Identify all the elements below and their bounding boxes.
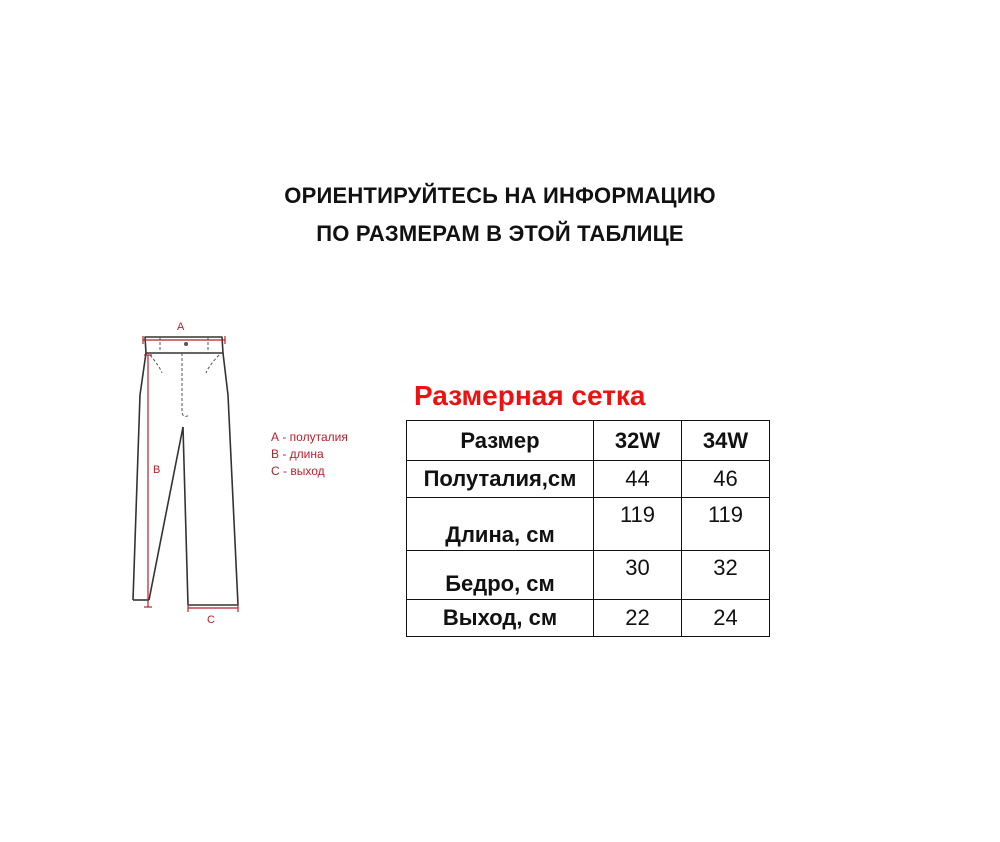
- cell-value: 32: [682, 551, 770, 600]
- size-chart-table: [406, 420, 770, 637]
- page-heading-line-2: ПО РАЗМЕРАМ В ЭТОЙ ТАБЛИЦЕ: [316, 221, 684, 246]
- legend-item-b: В - длина: [271, 447, 324, 461]
- cell-value: 30: [594, 551, 682, 600]
- table-row: [407, 461, 770, 498]
- header-size: Размер: [407, 421, 594, 461]
- cell-value: 22: [594, 600, 682, 637]
- header-34w: 34W: [682, 421, 770, 461]
- size-chart-title: Размерная сетка: [414, 380, 646, 411]
- measure-a-label: A: [177, 321, 185, 333]
- cell-value: 46: [682, 461, 770, 498]
- legend-item-c: С - выход: [271, 464, 325, 478]
- table-row: [407, 551, 770, 600]
- row-label-leg-opening: Выход, см: [407, 600, 594, 637]
- row-label-hip: Бедро, см: [407, 551, 594, 600]
- table-row: [407, 600, 770, 637]
- page-heading-line-1: ОРИЕНТИРУЙТЕСЬ НА ИНФОРМАЦИЮ: [284, 183, 716, 208]
- legend-item-a: А - полуталия: [271, 430, 348, 444]
- measure-c-label: C: [207, 614, 215, 626]
- cell-value: 44: [594, 461, 682, 498]
- header-32w: 32W: [594, 421, 682, 461]
- pants-measurement-diagram: [120, 315, 260, 635]
- pants-outline: [133, 337, 238, 605]
- measure-b: [144, 355, 152, 607]
- pants-details: [150, 337, 219, 416]
- measurement-legend: [271, 429, 348, 480]
- cell-value: 119: [682, 498, 770, 551]
- button-icon: [184, 342, 188, 346]
- cell-value: 119: [594, 498, 682, 551]
- cell-value: 24: [682, 600, 770, 637]
- row-label-half-waist: Полуталия,см: [407, 461, 594, 498]
- table-header-row: [407, 421, 770, 461]
- measure-b-label: B: [153, 464, 161, 476]
- row-label-length: Длина, см: [407, 498, 594, 551]
- table-row: [407, 498, 770, 551]
